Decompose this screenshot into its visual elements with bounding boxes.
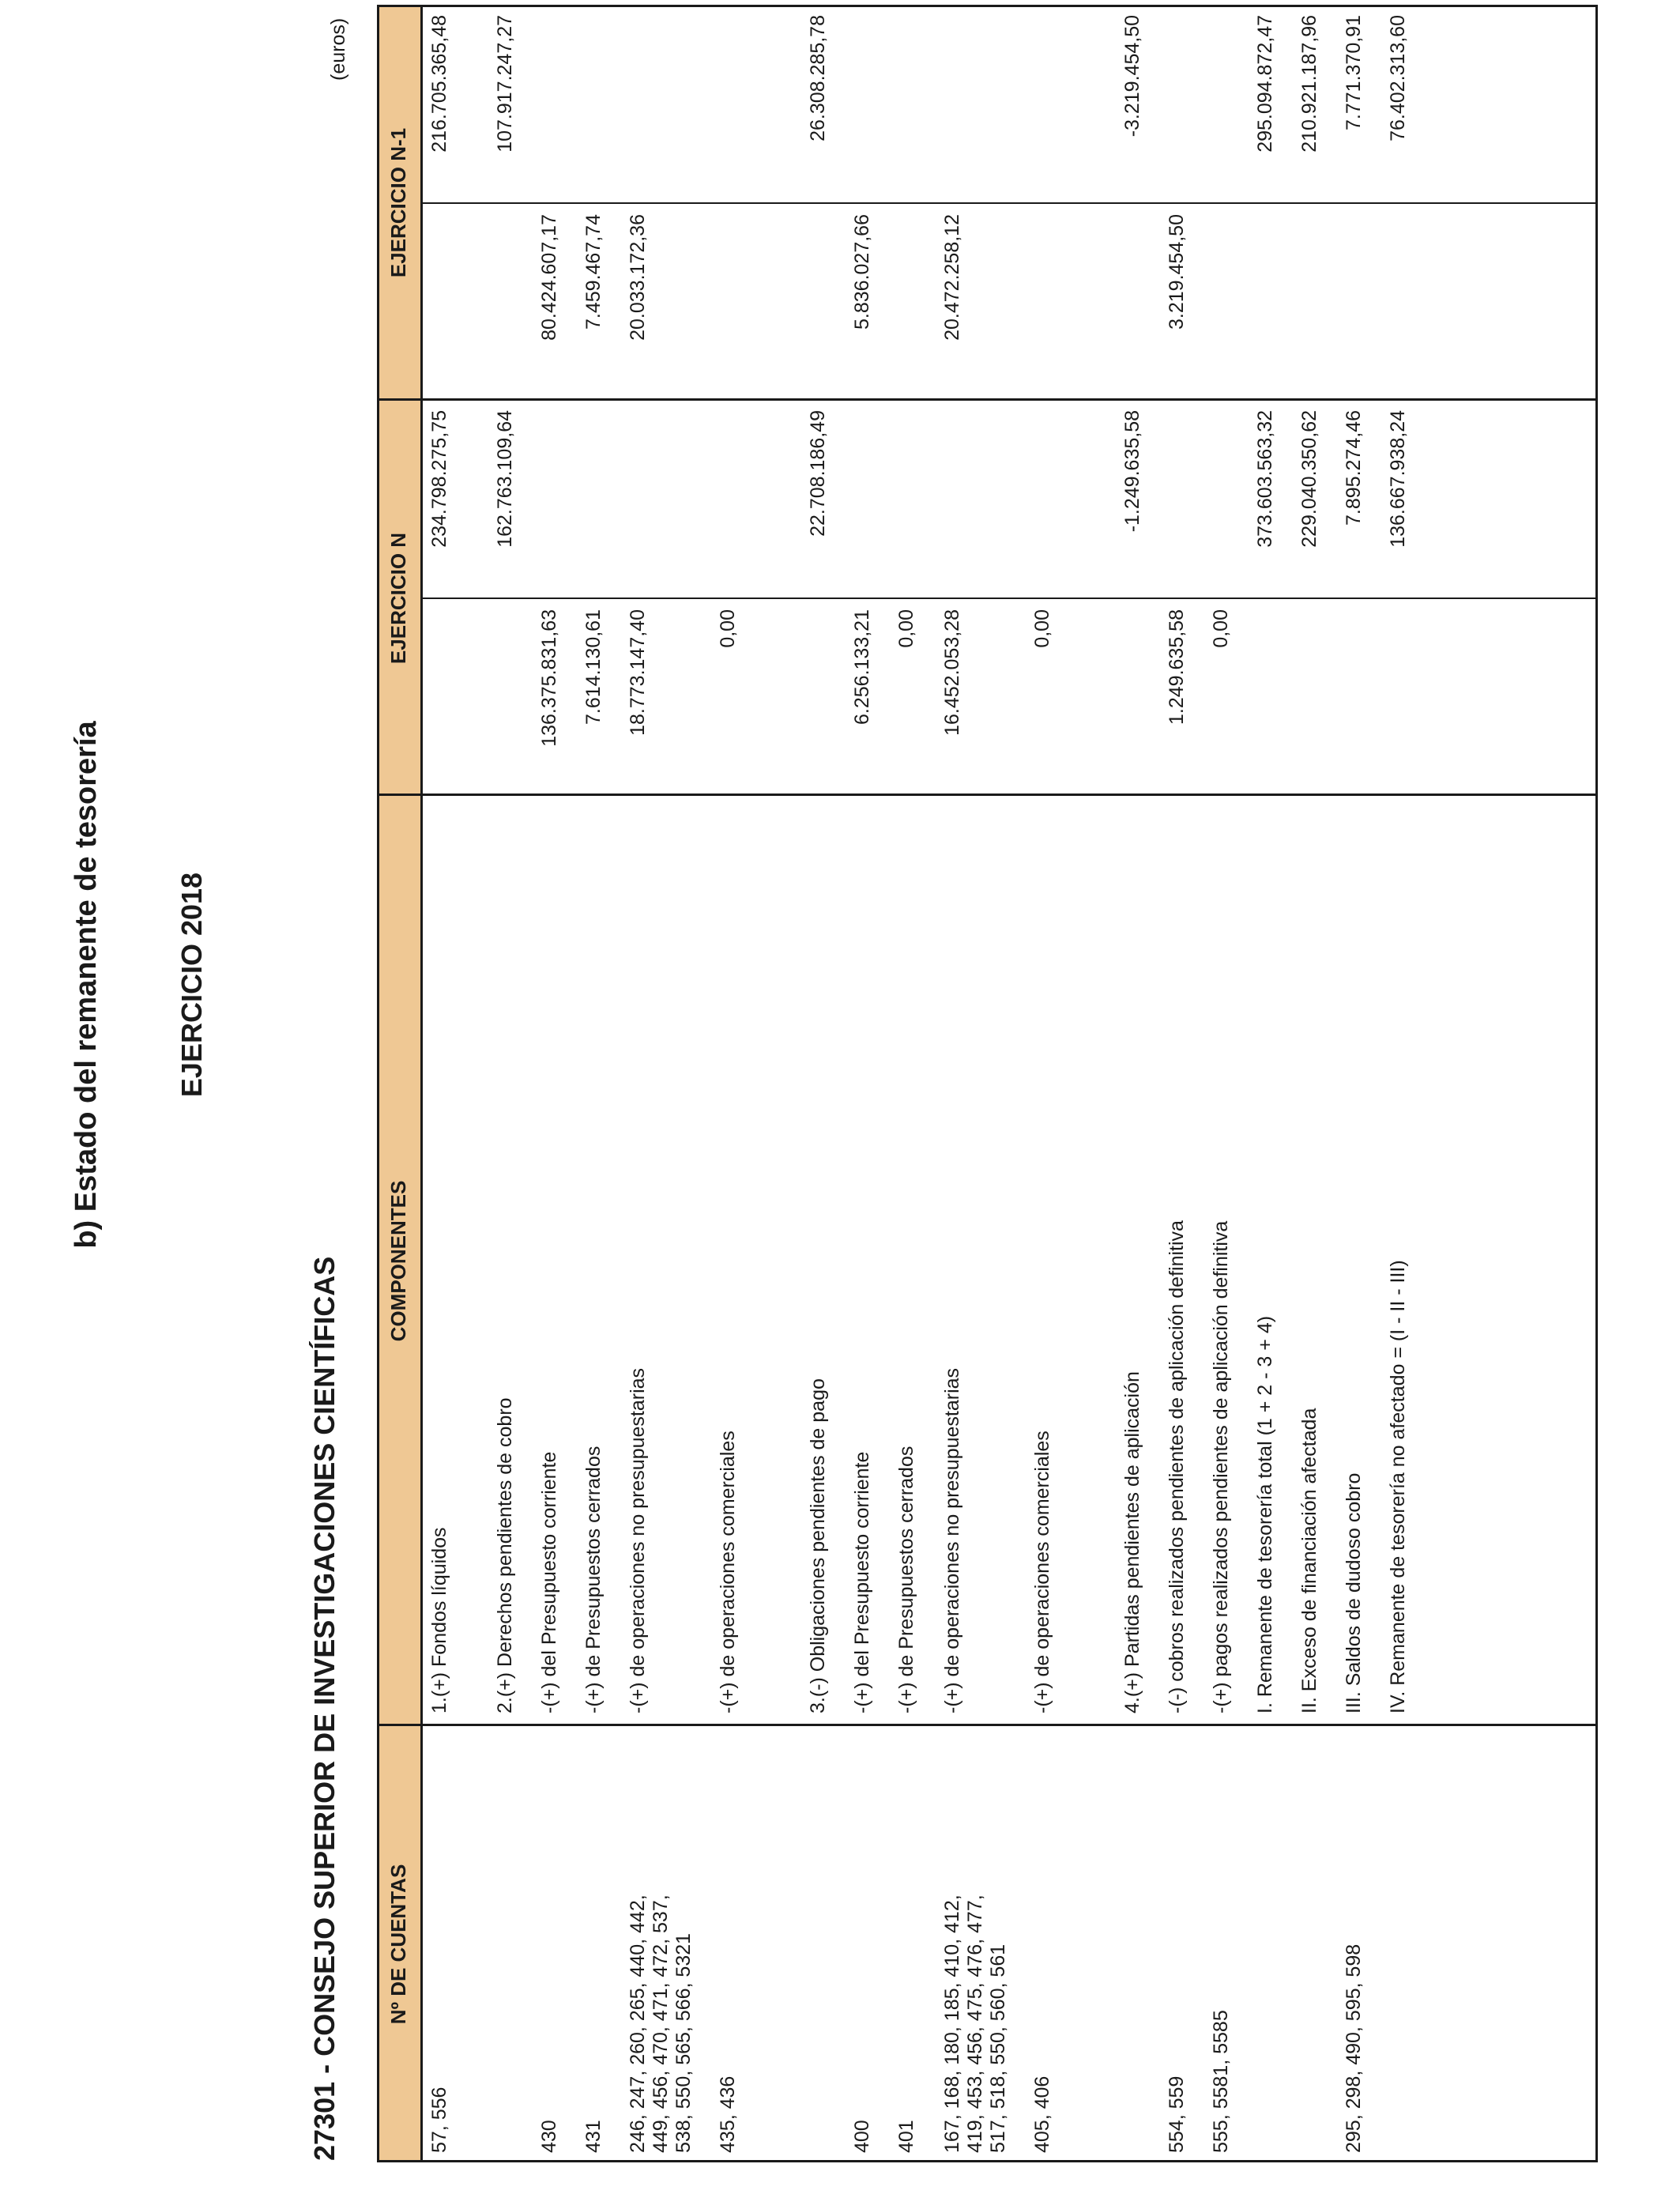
cell-ejercicio-n1-total: 210.921.187,96 — [1298, 15, 1320, 153]
cell-ejercicio-n-detalle: 0,00 — [717, 609, 739, 648]
entity-heading: 27301 - CONSEJO SUPERIOR DE INVESTIGACIONES CIENTÍFICAS — [308, 1256, 341, 2161]
column-divider — [377, 794, 1598, 796]
cell-componente: -(+) de operaciones no presupuestarias — [627, 1367, 649, 1713]
cell-cuentas: 246, 247, 260, 265, 440, 442, 449, 456, 470, 471, 472, 537, 538, 550, 565, 566, 5321 — [627, 1894, 695, 2153]
cell-componente: IV. Remanente de tesorería no afectado = (I - II - III) — [1387, 1260, 1409, 1713]
cell-componente: -(+) de Presupuestos cerrados — [895, 1446, 917, 1713]
column-divider — [377, 1724, 1598, 1726]
cell-ejercicio-n1-total: 295.094.872,47 — [1254, 15, 1276, 153]
cell-cuentas: 57, 556 — [428, 2087, 450, 2153]
cell-ejercicio-n-total: 234.798.275,75 — [428, 410, 450, 548]
cell-ejercicio-n-total: -1.249.635,58 — [1121, 410, 1143, 533]
cell-ejercicio-n1-total: -3.219.454,50 — [1121, 15, 1143, 138]
cell-componente: II. Exceso de financiación afectada — [1298, 1408, 1320, 1713]
cell-ejercicio-n1-detalle: 20.472.258,12 — [941, 214, 963, 341]
cell-ejercicio-n1-detalle: 80.424.607,17 — [538, 214, 560, 341]
cell-cuentas: 400 — [851, 2120, 873, 2153]
cell-cuentas: 295, 298, 490, 595, 598 — [1343, 1943, 1365, 2153]
cell-ejercicio-n-total: 229.040.350,62 — [1298, 410, 1320, 548]
header-cuentas: Nº DE CUENTAS — [377, 1726, 420, 2162]
cell-ejercicio-n1-detalle: 3.219.454,50 — [1166, 214, 1188, 330]
cell-ejercicio-n-detalle: 1.249.635,58 — [1166, 609, 1188, 725]
cell-cuentas: 405, 406 — [1031, 2075, 1053, 2153]
cell-componente: -(+) pagos realizados pendientes de aplicación definitiva — [1210, 1220, 1232, 1713]
cell-ejercicio-n-detalle: 16.452.053,28 — [941, 609, 963, 736]
cell-cuentas: 401 — [895, 2120, 917, 2153]
cell-ejercicio-n1-total: 7.771.370,91 — [1343, 15, 1365, 130]
cell-componente: -(+) del Presupuesto corriente — [851, 1451, 873, 1713]
cell-ejercicio-n1-total: 76.402.313,60 — [1387, 15, 1409, 141]
cell-cuentas: 435, 436 — [717, 2075, 739, 2153]
cell-ejercicio-n-detalle: 0,00 — [1210, 609, 1232, 648]
cell-ejercicio-n-detalle: 0,00 — [1031, 609, 1053, 648]
cell-ejercicio-n1-detalle: 20.033.172,36 — [627, 214, 649, 341]
subcolumn-divider — [420, 202, 1595, 204]
cell-componente: -(+) de operaciones comerciales — [1031, 1431, 1053, 1713]
cell-componente: 3.(-) Obligaciones pendientes de pago — [807, 1378, 829, 1713]
cell-ejercicio-n-detalle: 7.614.130,61 — [582, 609, 605, 725]
cell-ejercicio-n-total: 162.763.109,64 — [494, 410, 516, 548]
table-border-top — [377, 5, 379, 2162]
report-title: b) Estado del remanente de tesorería — [70, 721, 103, 1249]
cell-ejercicio-n-detalle: 136.375.831,63 — [538, 609, 560, 747]
treasury-table — [377, 5, 1598, 2162]
cell-componente: -(+) del Presupuesto corriente — [538, 1451, 560, 1713]
cell-ejercicio-n1-total: 216.705.365,48 — [428, 15, 450, 153]
cell-componente: 1.(+) Fondos líquidos — [428, 1527, 450, 1713]
cell-ejercicio-n-total: 373.603.563,32 — [1254, 410, 1276, 548]
cell-ejercicio-n-total: 7.895.274,46 — [1343, 410, 1365, 526]
cell-componente: I. Remanente de tesorería total (1 + 2 - 3 + 4) — [1254, 1315, 1276, 1713]
cell-componente: -(-) cobros realizados pendientes de aplicación definitiva — [1166, 1220, 1188, 1713]
currency-unit: (euros) — [327, 17, 349, 81]
cell-componente: 2.(+) Derechos pendientes de cobro — [494, 1397, 516, 1713]
header-ejercicio-n: EJERCICIO N — [377, 401, 420, 796]
cell-cuentas: 555, 5581, 5585 — [1210, 2010, 1232, 2153]
cell-ejercicio-n1-total: 26.308.285,78 — [807, 15, 829, 141]
table-border-bottom — [1595, 5, 1598, 2162]
cell-componente: III. Saldos de dudoso cobro — [1343, 1472, 1365, 1713]
cell-cuentas: 167, 168, 180, 185, 410, 412, 419, 453, 456, 475, 476, 477, 517, 518, 550, 560, 561 — [941, 1894, 1009, 2153]
cell-componente: -(+) de operaciones comerciales — [717, 1431, 739, 1713]
cell-ejercicio-n-total: 22.708.186,49 — [807, 410, 829, 537]
fiscal-year-heading: EJERCICIO 2018 — [175, 872, 208, 1098]
cell-ejercicio-n1-total: 107.917.247,27 — [494, 15, 516, 153]
table-border-left — [377, 2160, 1598, 2162]
cell-ejercicio-n1-detalle: 7.459.467,74 — [582, 214, 605, 330]
cell-cuentas: 554, 559 — [1166, 2075, 1188, 2153]
cell-cuentas: 430 — [538, 2120, 560, 2153]
header-bottom-rule — [420, 5, 423, 2162]
cell-componente: -(+) de operaciones no presupuestarias — [941, 1367, 963, 1713]
cell-ejercicio-n-detalle: 0,00 — [895, 609, 917, 648]
cell-ejercicio-n-detalle: 18.773.147,40 — [627, 609, 649, 736]
column-divider — [377, 398, 1598, 401]
cell-cuentas: 431 — [582, 2120, 605, 2153]
cell-ejercicio-n-total: 136.667.938,24 — [1387, 410, 1409, 548]
cell-ejercicio-n1-detalle: 5.836.027,66 — [851, 214, 873, 330]
cell-componente: -(+) de Presupuestos cerrados — [582, 1446, 605, 1713]
subcolumn-divider — [420, 598, 1595, 599]
cell-componente: 4.(+) Partidas pendientes de aplicación — [1121, 1371, 1143, 1713]
header-componentes: COMPONENTES — [377, 796, 420, 1726]
cell-ejercicio-n-detalle: 6.256.133,21 — [851, 609, 873, 725]
table-border-right — [377, 5, 1598, 7]
header-ejercicio-n1: EJERCICIO N-1 — [377, 5, 420, 401]
